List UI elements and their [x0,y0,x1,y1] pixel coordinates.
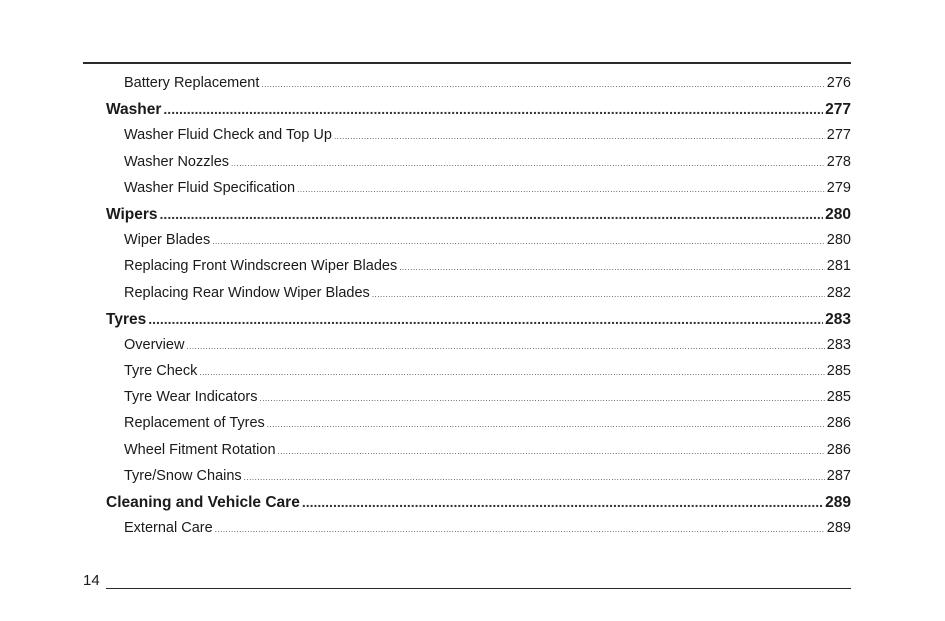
dot-leader [278,439,825,465]
toc-section-page: 277 [825,101,851,119]
toc-entry[interactable] [83,332,851,358]
dot-leader [261,72,824,98]
toc-entry[interactable] [83,437,851,463]
toc-section-page: 289 [825,494,851,511]
toc-entry-title: Replacing Front Windscreen Wiper Blades [124,258,398,275]
toc-entry-page: 289 [826,520,851,537]
dot-leader [212,229,825,255]
toc-entry-page: 285 [826,389,851,406]
toc-entry-title: Overview [124,336,185,353]
toc-entry-page: 281 [826,258,851,275]
toc-section[interactable] [83,306,851,332]
toc-entry-title: Replacing Rear Window Wiper Blades [124,284,370,301]
toc-entry-title: Battery Replacement [124,75,260,91]
toc-entry-page: 277 [826,127,851,144]
toc-entry-page: 280 [826,232,851,249]
toc-entry[interactable] [83,253,851,279]
toc-entry[interactable] [83,410,851,436]
toc-entry-page: 285 [826,363,851,380]
dot-leader [160,201,824,227]
toc-section-page: 280 [825,205,851,223]
toc-entry-title: Tyre Check [124,363,198,380]
dot-leader [302,489,823,515]
dot-leader [163,96,823,122]
dot-leader [260,386,825,412]
toc-entry[interactable] [83,70,851,96]
toc-section[interactable] [83,96,851,122]
toc-entry-page: 282 [826,284,851,301]
dot-leader [148,306,823,332]
dot-leader [244,465,825,491]
dot-leader [231,151,825,177]
toc-entry[interactable] [83,175,851,201]
dot-leader [186,334,824,360]
toc-entry[interactable] [83,515,851,541]
toc-entry-page: 287 [826,467,851,484]
toc-entry-page: 276 [826,75,851,91]
table-of-contents [83,70,851,541]
toc-entry-title: Wiper Blades [124,232,211,249]
dot-leader [372,282,825,308]
toc-section-title: Tyres [106,310,147,328]
dot-leader [267,412,825,438]
toc-entry[interactable] [83,149,851,175]
toc-entry-page: 278 [826,153,851,170]
toc-entry-page: 286 [826,415,851,432]
toc-entry-title: Washer Fluid Specification [124,179,296,196]
toc-entry[interactable] [83,227,851,253]
dot-leader [215,517,825,543]
toc-entry[interactable] [83,463,851,489]
toc-entry[interactable] [83,384,851,410]
toc-section-title: Washer [106,101,162,119]
dot-leader [334,124,825,150]
dot-leader [199,360,824,386]
toc-section[interactable] [83,201,851,227]
toc-entry-title: Wheel Fitment Rotation [124,441,276,458]
top-rule [83,62,851,64]
page-number: 14 [83,572,100,589]
toc-section-title: Wipers [106,205,158,223]
toc-entry-title: Washer Nozzles [124,153,230,170]
dot-leader [297,177,825,203]
toc-entry-title: Tyre Wear Indicators [124,389,258,406]
toc-entry-page: 286 [826,441,851,458]
dot-leader [399,255,825,281]
toc-entry-title: Washer Fluid Check and Top Up [124,127,332,144]
toc-entry[interactable] [83,358,851,384]
toc-section[interactable] [83,489,851,515]
toc-entry-title: Replacement of Tyres [124,415,265,432]
toc-entry-page: 283 [826,336,851,353]
bottom-rule [106,571,851,589]
toc-entry-page: 279 [826,179,851,196]
toc-section-title: Cleaning and Vehicle Care [106,494,300,511]
toc-entry[interactable] [83,122,851,148]
toc-entry-title: External Care [124,520,213,537]
toc-section-page: 283 [825,310,851,328]
page-footer [83,571,851,589]
toc-entry-title: Tyre/Snow Chains [124,467,242,484]
toc-entry[interactable] [83,280,851,306]
